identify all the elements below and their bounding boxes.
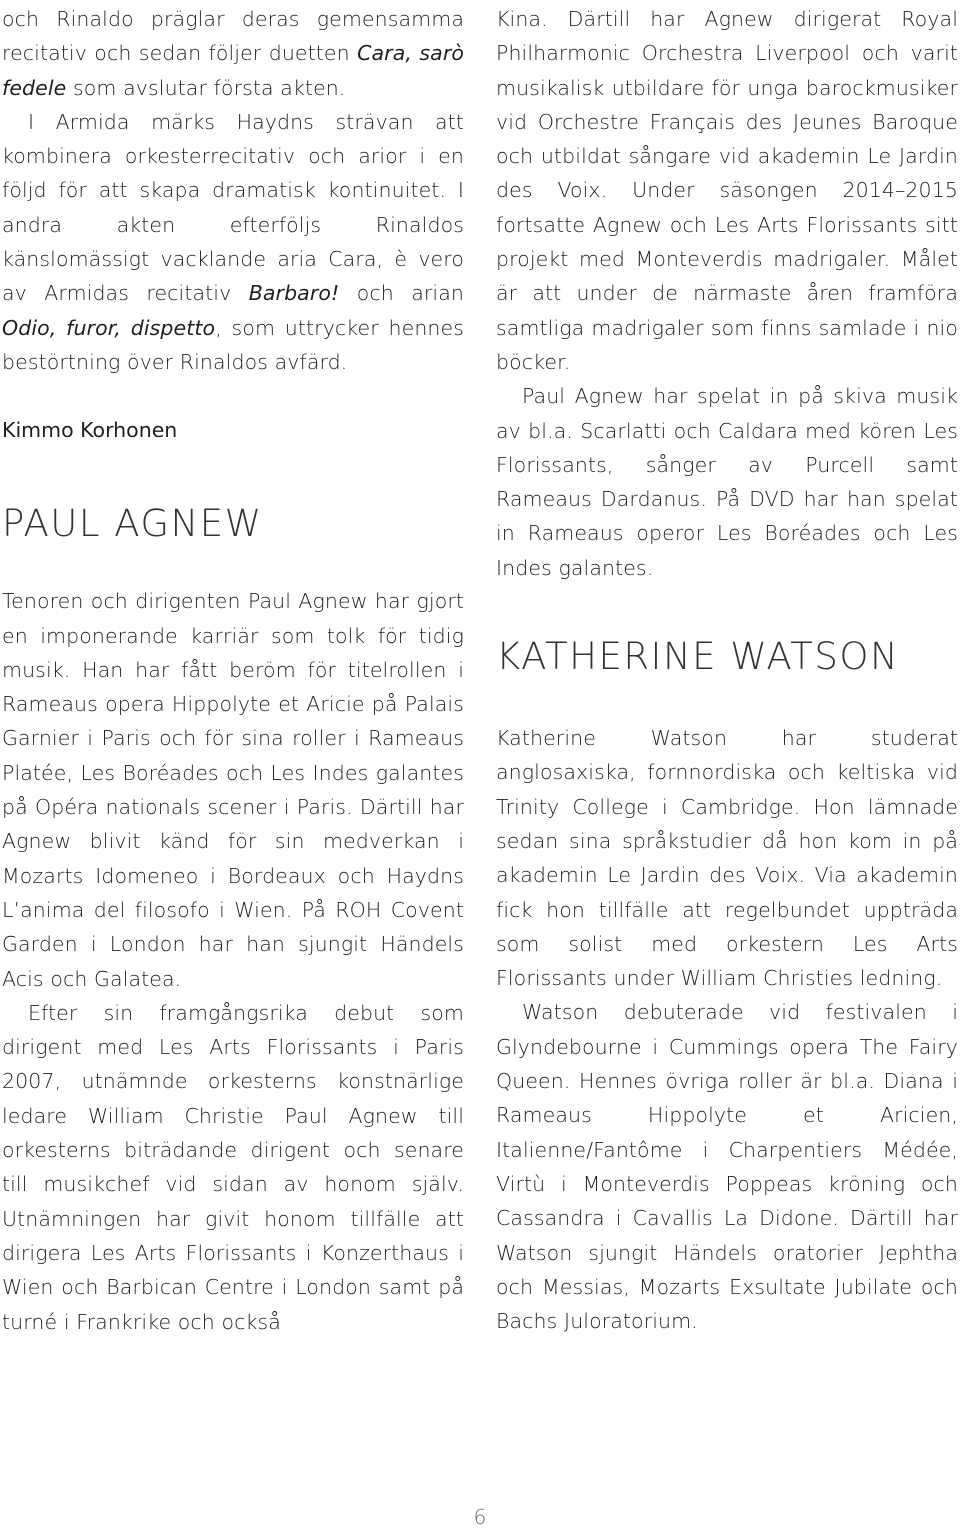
paragraph-armida: I Armida märks Haydns strävan att kombinera orkesterrecitativ och arior i en följd för att skapa dramatisk kontinuitet. I andra akten efterföljs Rinaldos känslomässigt vacklande aria Cara, è vero av Armidas recitativ Barbaro! och arian Odio, furor, dispetto, som uttrycker hennes bestörtning över Rinaldos avfärd. [2, 109, 465, 374]
heading-katherine-watson: KATHERINE WATSON [496, 635, 900, 679]
heading-paul-agnew: PAUL AGNEW [2, 502, 263, 546]
paragraph-agnew-conducting-cont: Kina. Därtill har Agnew dirigerat Royal Philharmonic Orchestra Liverpool och varit musikalisk utbildare för unga barockmusiker vid Orchestre Français des Jeunes Baroque och utbildat sångare vid akademin Le Jardin des Voix. Under säsongen 2014–2015 fortsatte Agnew och Les Arts Florissants sitt projekt med Monteverdis madrigaler. Målet är att under de närmaste åren framföra samtliga madrigaler som finns samlade i nio böcker. [496, 7, 958, 374]
paragraph-agnew-conducting: Efter sin framgångsrika debut som dirigent med Les Arts Florissants i Paris 2007, utnämnde orkesterns konstnärlige ledare William Christie Paul Agnew till orkesterns biträdande dirigent och senare till musikchef vid sidan av honom själv. Utnämningen har givit honom tillfälle att dirigera Les Arts Florissants i Konzerthaus i Wien och Barbican Centre i London samt på turné i Frankrike och också [2, 1000, 464, 1334]
left-column [2, 2, 464, 1339]
paragraph-rinaldo-duet: och Rinaldo präglar deras gemensamma recitativ och sedan följer duetten Cara, sarò fedele som avslutar första akten. [2, 7, 464, 100]
paragraph-agnew-recordings: Paul Agnew har spelat in på skiva musik av bl.a. Scarlatti och Caldara med kören Les Florissants, sånger av Purcell samt Rameaus Dardanus. På DVD har han spelat in Rameaus operor Les Boréades och Les Indes galantes. [496, 384, 958, 580]
paragraph-agnew-career: Tenoren och dirigenten Paul Agnew har gjort en imponerande karriär som tolk för tidig musik. Han har fått beröm för titelrollen i Rameaus opera Hippolyte et Aricie på Palais Garnier i Paris och för sina roller i Rameaus Platée, Les Boréades och Les Indes galantes på Opéra nationals scener i Paris. Därtill har Agnew blivit känd för sin medverkan i Mozarts Idomeneo i Bordeaux och Haydns L’anima del filosofo i Wien. På ROH Covent Garden i London har han sjungit Händels Acis och Galatea. [2, 589, 464, 991]
paragraph-watson-education: Katherine Watson har studerat anglosaxiska, fornnordiska och keltiska vid Trinity College i Cambridge. Hon lämnade sedan sina språkstudier då hon kom in på akademin Le Jardin des Voix. Via akademin fick hon tillfälle att regelbundet uppträda som solist med orkestern Les Arts Florissants under William Christies ledning. [496, 726, 958, 991]
paragraph-watson-roles: Watson debuterade vid festivalen i Glyndebourne i Cummings opera The Fairy Queen. Hennes övriga roller är bl.a. Diana i Rameaus Hippolyte et Aricien, Italienne/Fantôme i Charpentiers Médée, Virtù i Monteverdis Poppeas kröning och Cassandra i Cavallis La Didone. Därtill har Watson sjungit Händels oratorier Jephtha och Messias, Mozarts Exsultate Jubilate och Bachs Juloratorium. [496, 1000, 958, 1334]
page-number: 6 [473, 1505, 487, 1529]
author-signature: Kimmo Korhonen [2, 418, 178, 443]
right-column [496, 2, 958, 1338]
